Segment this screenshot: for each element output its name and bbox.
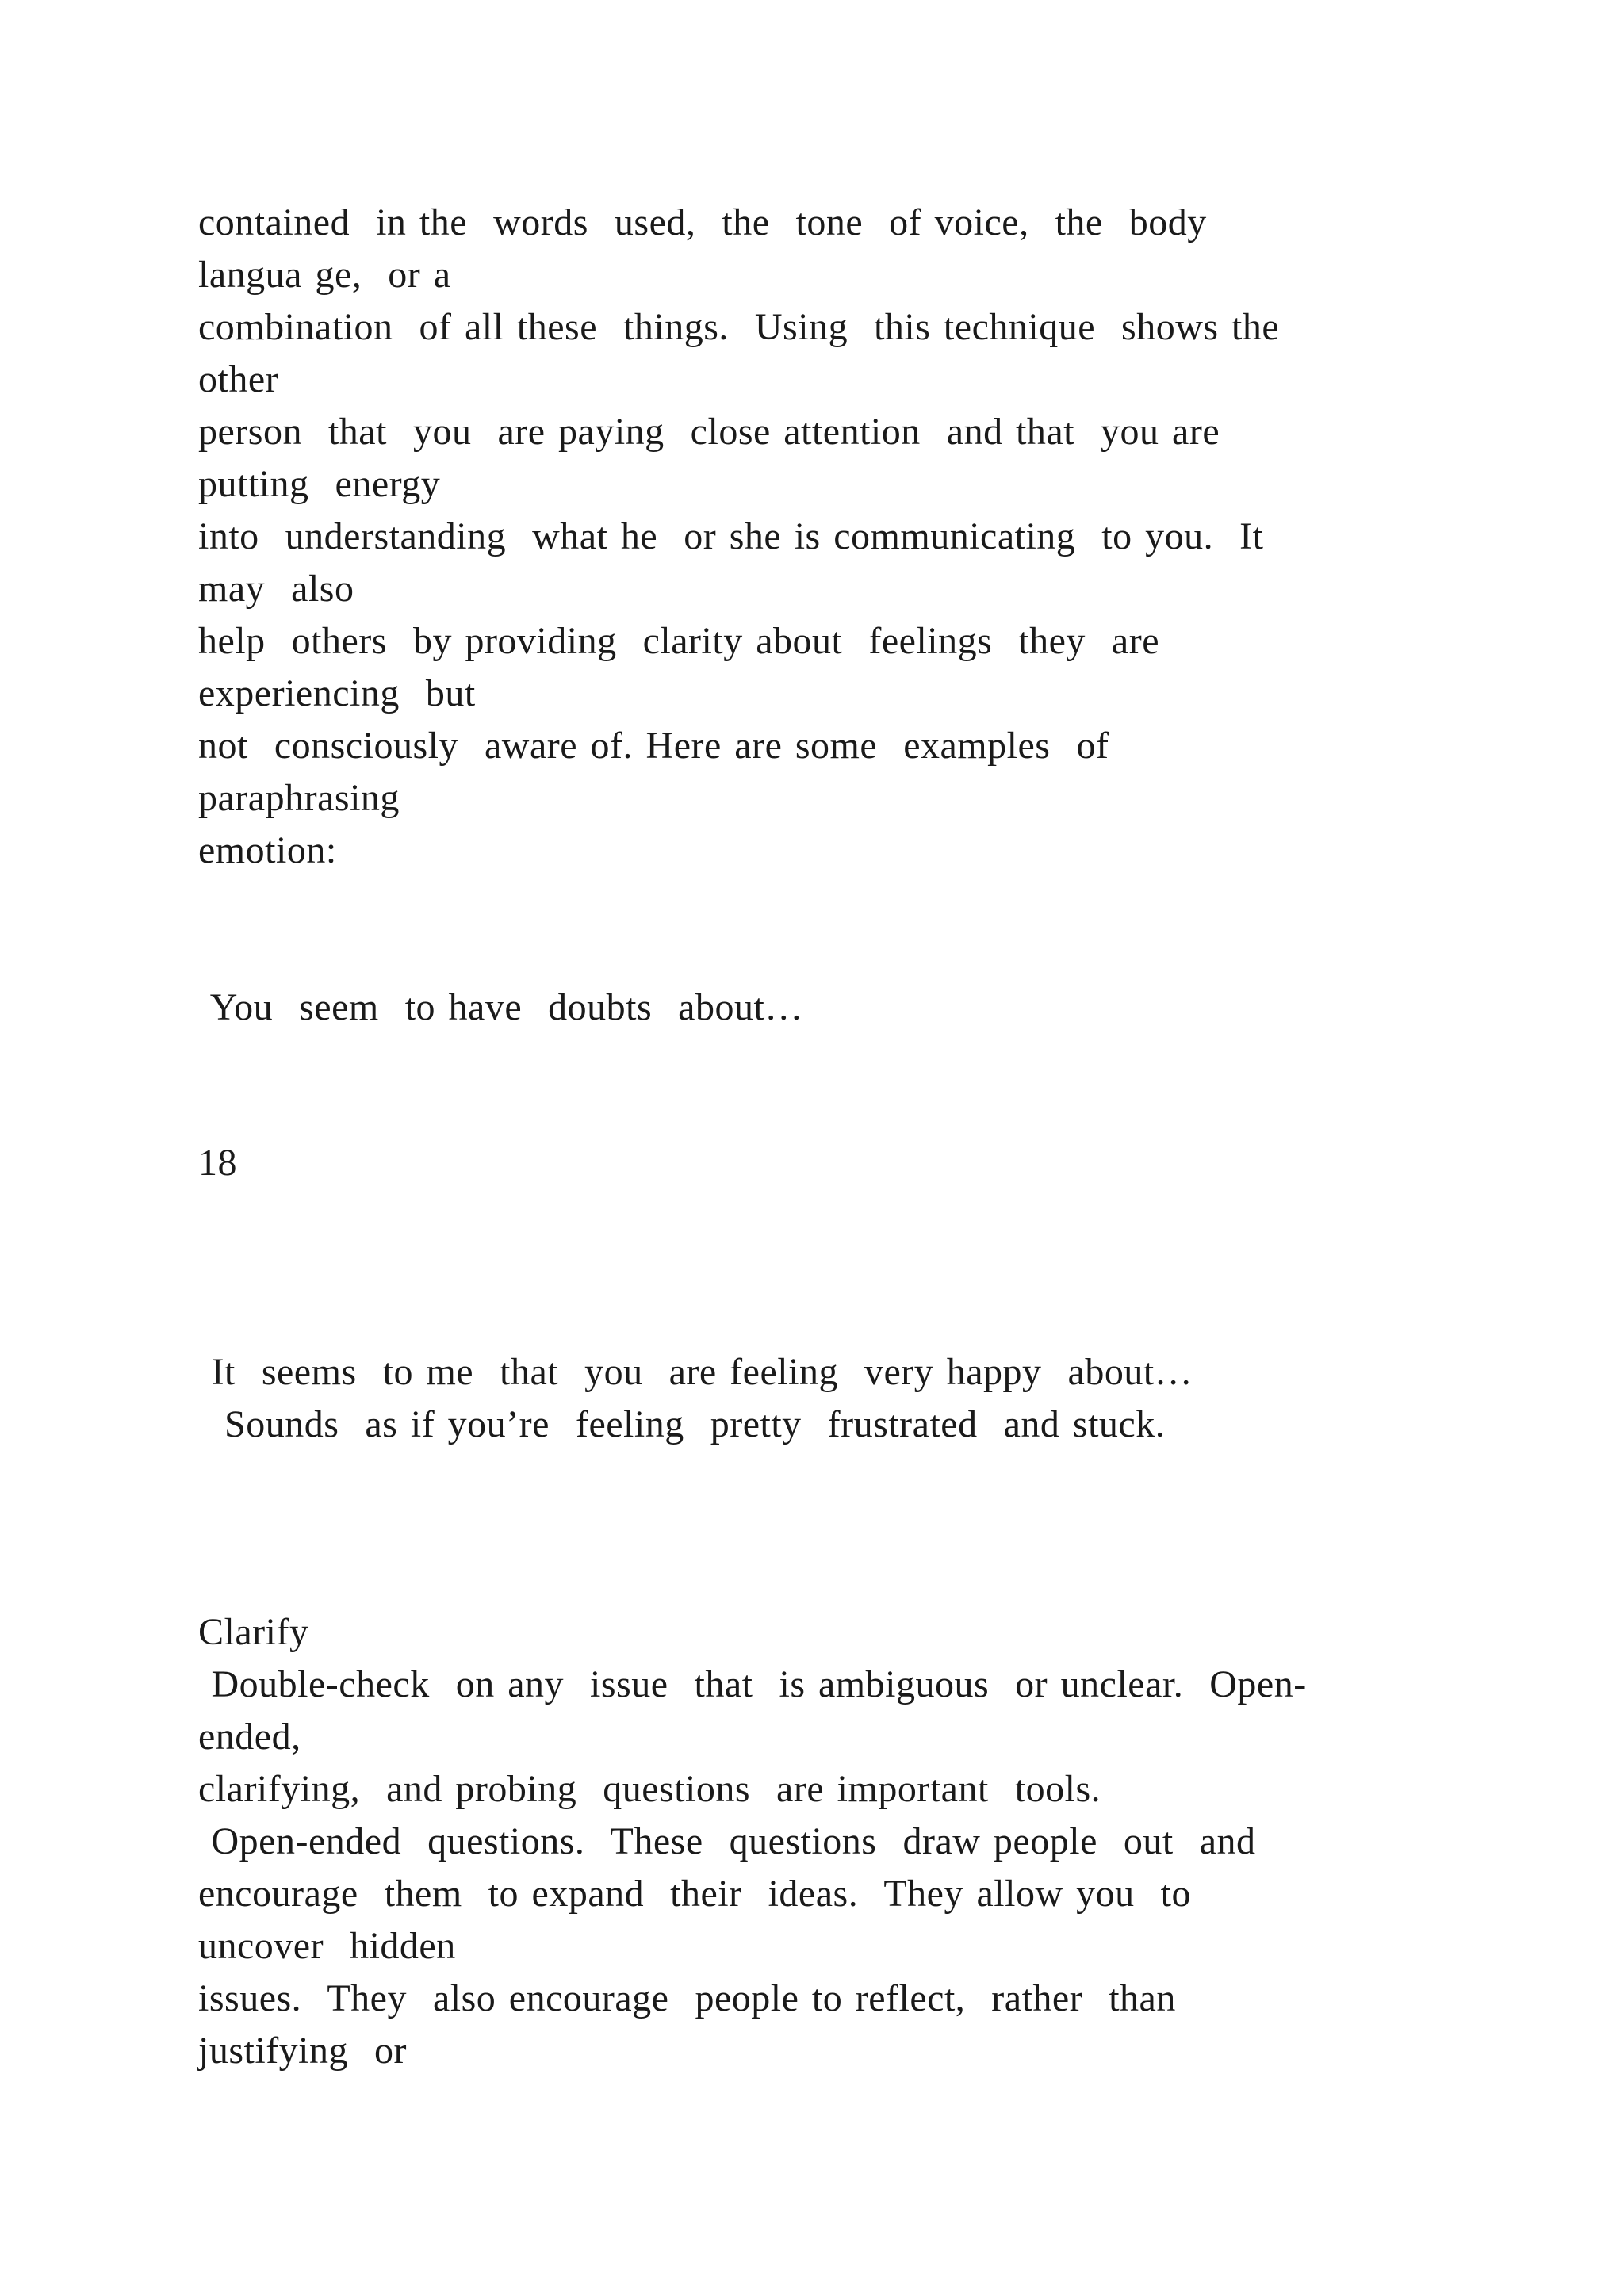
example-line: You seem to have doubts about… [198,986,803,1028]
paragraph-line: paraphrasing [198,777,400,819]
paragraph-line: contained in the words used, the tone of voice, the body [198,201,1207,243]
page-number: 18 [198,1142,237,1184]
paragraph-line: clarifying, and probing questions are important tools. [198,1768,1101,1810]
paragraph-line: person that you are paying close attention and that you are [198,411,1220,453]
paragraph-line: may also [198,568,354,610]
paragraph-line: not consciously aware of. Here are some examples of [198,725,1109,767]
example-line: It seems to me that you are feeling very happy about… [198,1351,1193,1393]
paragraph-line: help others by providing clarity about feelings they are [198,620,1160,662]
paragraph-line: Double-check on any issue that is ambiguous or unclear. Open- [198,1663,1307,1705]
example-line: Sounds as if you’re feeling pretty frustrated and stuck. [198,1403,1166,1445]
paragraph-line: issues. They also encourage people to reflect, rather than [198,1977,1176,2019]
paragraph-line: putting energy [198,463,441,505]
paragraph-line: into understanding what he or she is communicating to you. It [198,515,1264,557]
section-heading-clarify: Clarify [198,1611,309,1653]
paragraph-line: ended, [198,1716,301,1758]
paragraph-line: combination of all these things. Using this technique shows the [198,306,1280,348]
paragraph-line: emotion: [198,829,337,871]
paragraph-line: other [198,358,279,400]
paragraph-line: Open-ended questions. These questions draw people out and [198,1820,1256,1862]
paragraph-line: uncover hidden [198,1925,456,1967]
paragraph-line: encourage them to expand their ideas. They allow you to [198,1873,1191,1915]
paragraph-line: justifying or [198,2030,407,2072]
paragraph-line: langua ge, or a [198,254,451,296]
paragraph-line: experiencing but [198,672,476,714]
